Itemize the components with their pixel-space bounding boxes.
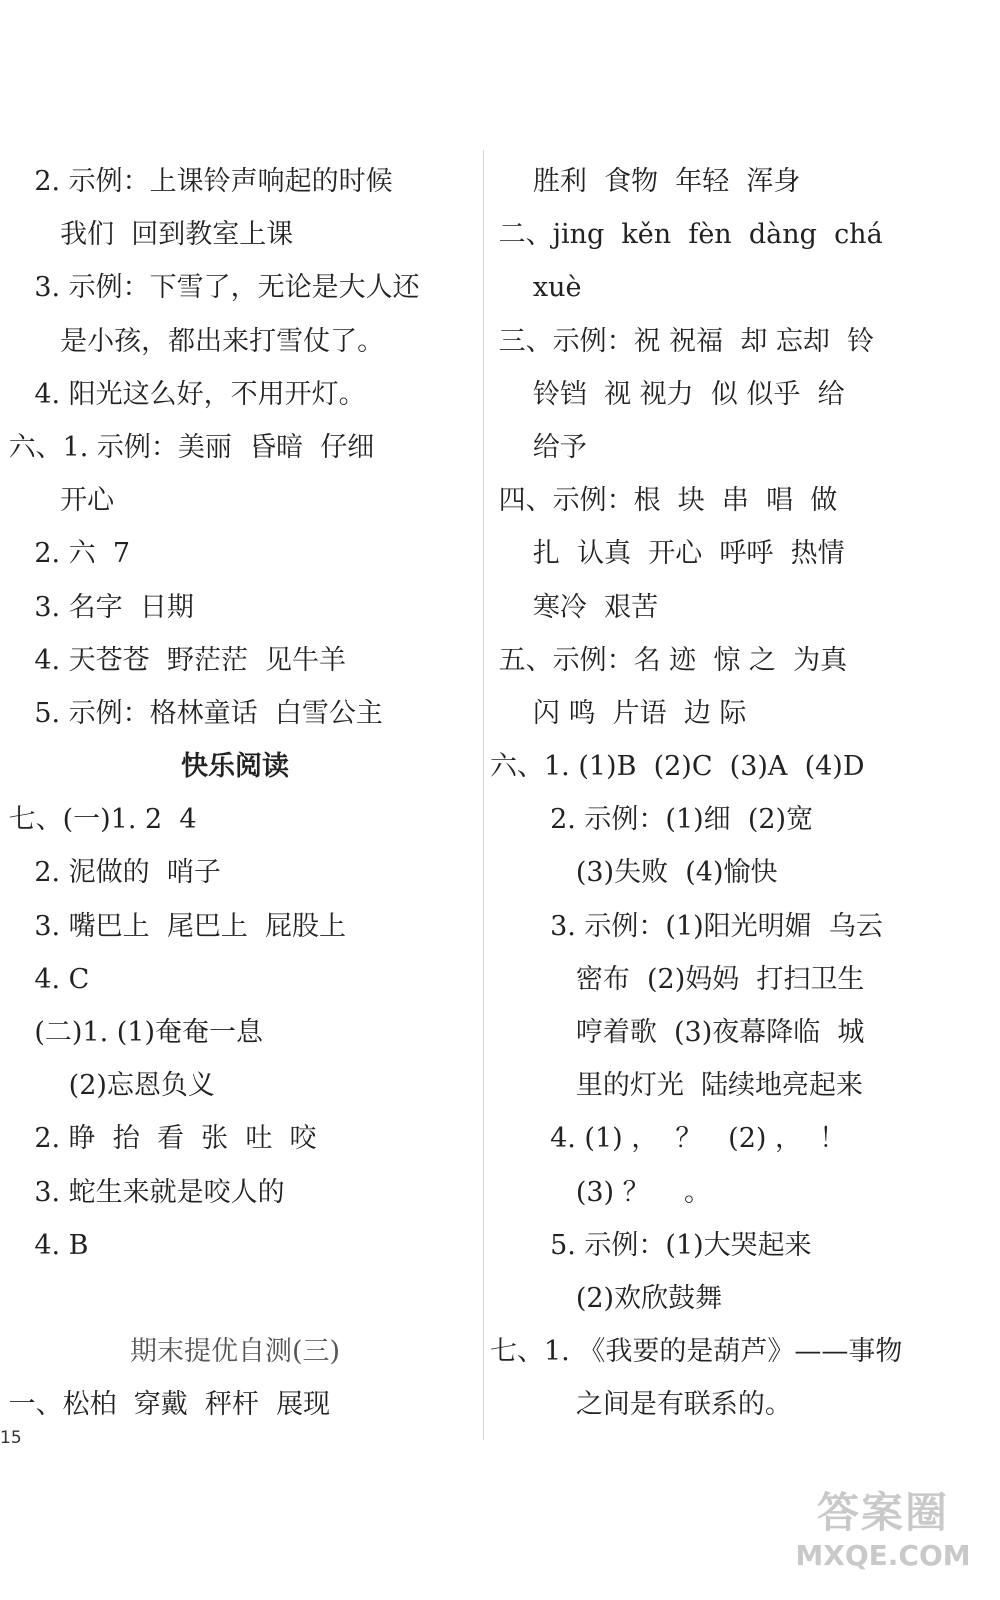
answer-line: 3. 示例：下雪了，无论是大人还 [0,272,420,304]
answer-line: 是小孩，都出来打雪仗了。 [0,325,385,357]
answer-line: 4. C [0,963,90,995]
watermark-bottom-text: MXQE.COM [795,1539,971,1572]
watermark-top-text: 答案圈 [816,1488,949,1537]
answer-line: 六、1. (1)B (2)C (3)A (4)D [490,751,865,783]
answer-line: 四、示例：根 块 串 唱 做 [490,485,838,517]
answer-line: 里的灯光 陆续地亮起来 [490,1070,863,1102]
section-heading: 快乐阅读 [181,751,289,783]
answer-line: 寒冷 艰苦 [490,591,659,623]
answer-line: 2. 示例：上课铃声响起的时候 [0,166,393,197]
answer-line: 扎 认真 开心 呼呼 热情 [490,538,845,570]
answer-line: 4. (1) ， ？ (2) ， ！ [490,1123,847,1155]
answer-line: 2. 睁 抬 看 张 吐 咬 [0,1123,317,1155]
answer-line: 之间是有联系的。 [490,1389,792,1421]
answer-line: 五、示例：名 迹 惊 之 为真 [490,644,848,676]
answer-line: 3. 示例：(1)阳光明媚 乌云 [490,910,883,942]
answer-line: 一、松柏 穿戴 秤杆 展现 [0,1389,331,1421]
answer-line: (二)1. (1)奄奄一息 [0,1017,263,1048]
answer-line: 4. 天苍苍 野茫茫 见牛羊 [0,644,347,676]
answer-line [0,1272,470,1325]
answer-line: (3)失败 (4)愉快 [490,857,778,889]
answer-line: 给予 [490,431,587,463]
answer-line: 铃铛 视 视力 似 似乎 给 [490,378,845,410]
answer-line: 七、1. 《我要的是葫芦》——事物 [490,1336,903,1368]
answer-line: (3) ？ 。 [490,1176,711,1208]
watermark-logo [788,1487,978,1582]
right-column [490,155,980,1432]
left-column [0,155,470,1432]
answer-line: 闪 鸣 片语 边 际 [490,697,747,729]
answer-line: 2. 示例：(1)细 (2)宽 [490,804,814,836]
answer-line: (2)忘恩负义 [0,1070,215,1102]
answer-line: 4. B [0,1229,89,1261]
answer-line: 2. 泥做的 哨子 [0,857,221,889]
answer-line: 开心 [0,485,115,517]
answer-line: 3. 蛇生来就是咬人的 [0,1176,285,1208]
answer-line: 哼着歌 (3)夜幕降临 城 [490,1017,865,1048]
answer-line: (2)欢欣鼓舞 [490,1282,723,1314]
answer-line: 三、示例：祝 祝福 却 忘却 铃 [490,325,875,357]
answer-line: 5. 示例：格林童话 白雪公主 [0,697,383,729]
answer-line: 3. 嘴巴上 尾巴上 屁股上 [0,910,347,942]
answer-line: 密布 (2)妈妈 打扫卫生 [490,963,865,995]
answer-line: 3. 名字 日期 [0,591,194,623]
page-number: 15 [0,1428,22,1448]
answer-line: 胜利 食物 年轻 浑身 [490,166,801,197]
answer-line: 5. 示例：(1)大哭起来 [490,1229,812,1261]
answer-line: 我们 回到教室上课 [0,219,294,251]
section-heading: 期末提优自测(三) [129,1336,341,1368]
answer-line: 六、1. 示例：美丽 昏暗 仔细 [0,431,375,463]
answer-line: 4. 阳光这么好，不用开灯。 [0,378,366,410]
column-divider [483,150,484,1440]
answer-line: 2. 六 7 [0,538,131,570]
answer-line: xuè [490,272,582,304]
answer-line: 七、(一)1. 2 4 [0,804,197,836]
answer-line: 二、jing kěn fèn dàng chá [490,219,883,251]
